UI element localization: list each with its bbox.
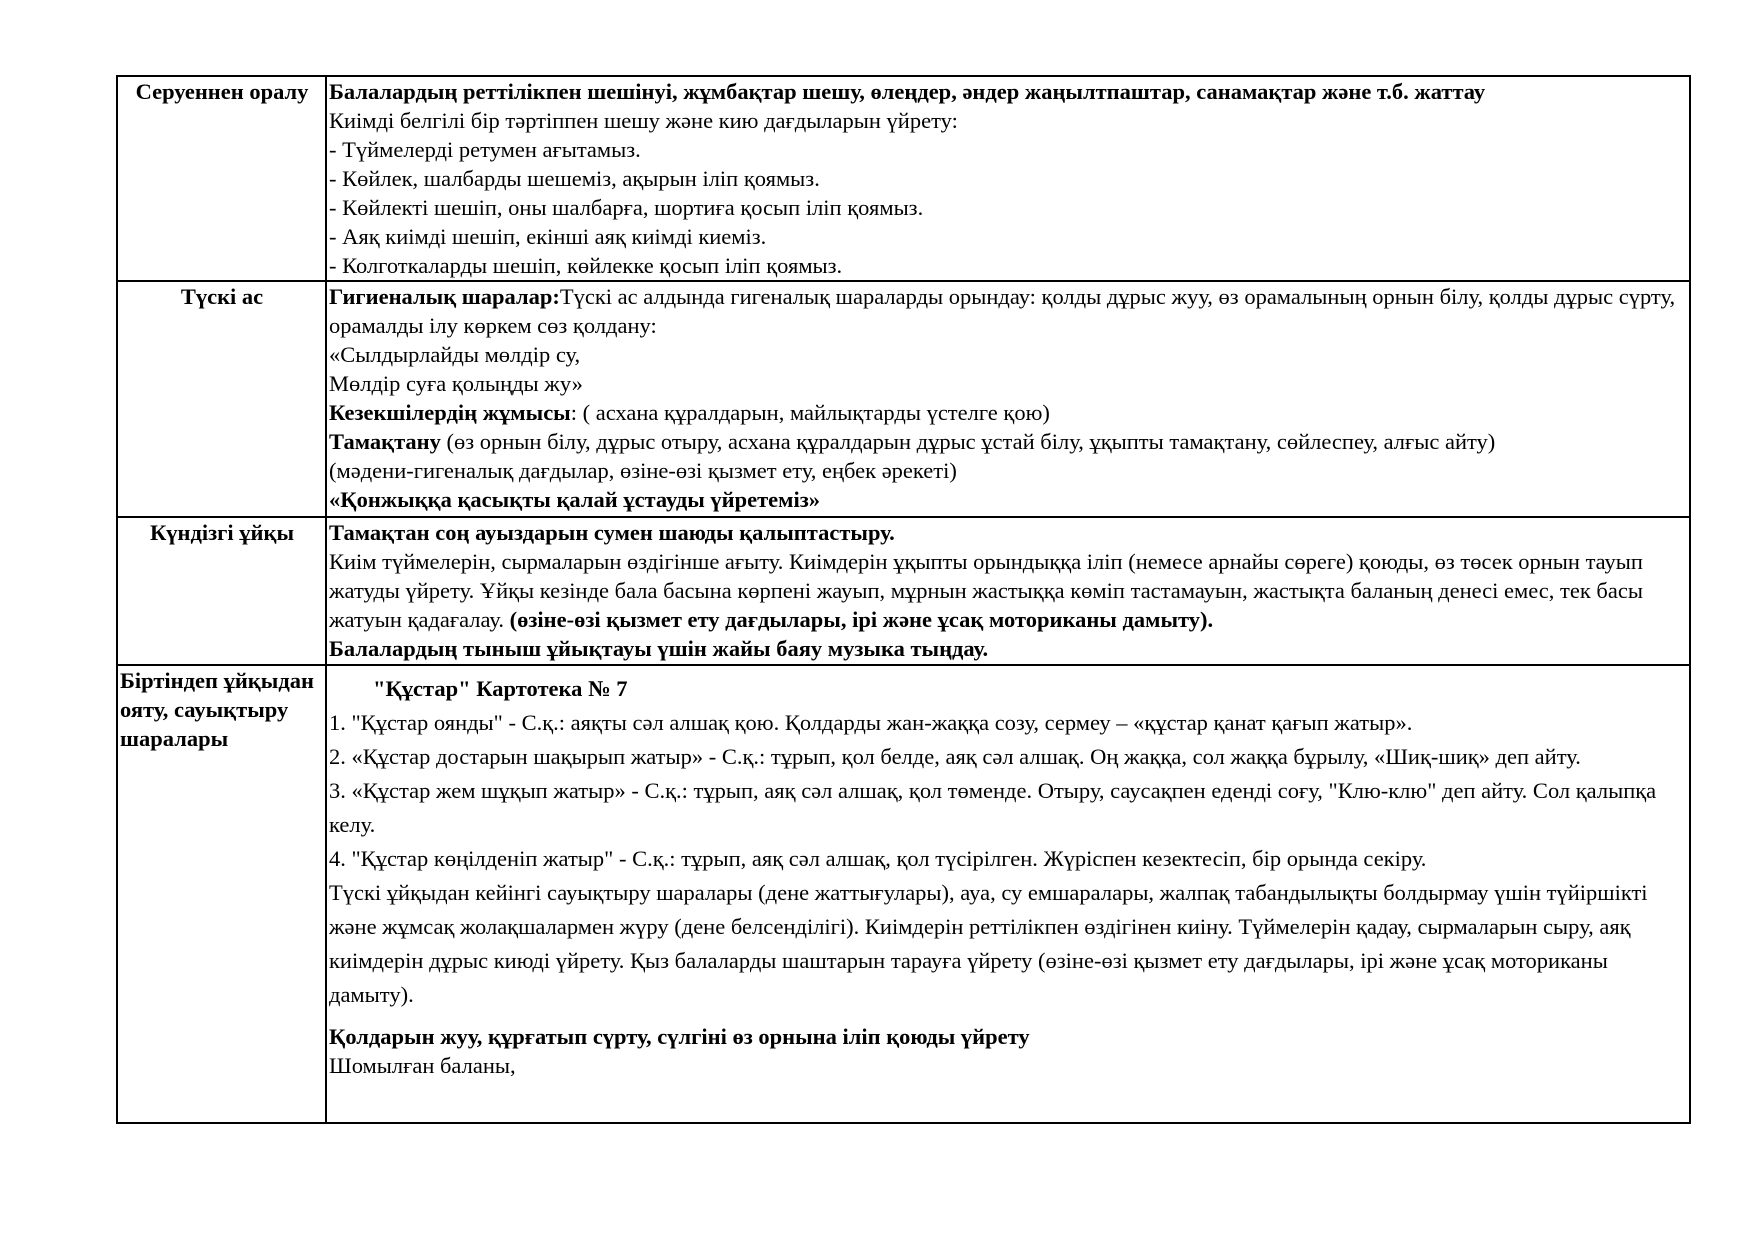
table-row — [117, 281, 1690, 517]
duty-label: Кезекшілердің жұмысы — [329, 400, 571, 425]
row-content — [326, 665, 1690, 1123]
table-row — [117, 665, 1690, 1123]
meal-line — [329, 427, 1688, 456]
row-label: Күндізгі ұйқы — [117, 517, 326, 665]
closing-line: «Қонжыққа қасықты қалай ұстауды үйретеміз» — [329, 487, 821, 512]
schedule-table — [116, 75, 1691, 1124]
meal-skills-line: (мәдени-гигеналық дағдылар, өзіне-өзі қызмет ету, еңбек әрекеті) — [329, 458, 957, 483]
row-heading: Балалардың реттілікпен шешінуі, жұмбақтар шешу, өлеңдер, әндер жаңылтпаштар, санамақтар және т.б. жаттау — [329, 79, 1486, 104]
row-heading: Тамақтан соң ауыздарын сумен шаюды қалыптастыру. — [329, 520, 895, 545]
poem-line: Мөлдір суға қолыңды жу» — [329, 371, 583, 396]
exercise-item: 4. "Құстар көңілденіп жатыр" - С.қ.: тұрып, аяқ сәл алшақ, қол түсірілген. Жүріспен кезектесіп, бір орында секіру. — [329, 846, 1427, 871]
closing-line: Балалардың тыныш ұйықтауы үшін жайы баяу музыка тыңдау. — [329, 636, 989, 661]
row-content — [326, 76, 1690, 281]
poem-line: «Сылдырлайды мөлдір су, — [329, 342, 581, 367]
row-content — [326, 281, 1690, 517]
row-label: Біртіндеп ұйқыдан ояту, сауықтыру шаралары — [117, 665, 326, 1123]
row-label: Серуеннен оралу — [117, 76, 326, 281]
hygiene-text: Түскі ас алдында гигеналық шараларды орындау: қолды дұрыс жуу, өз орамалының орнын білу, қолды дұрыс сүрту, орамалды ілу көркем сөз қолдану: — [329, 284, 1676, 338]
closing-line: Шомылған баланы, — [329, 1053, 516, 1078]
sleep-paragraph — [329, 547, 1688, 634]
content-line: - Көйлек, шалбарды шешеміз, ақырын іліп қоямыз. — [329, 166, 820, 191]
content-line: - Аяқ киімді шешіп, екінші аяқ киімді киеміз. — [329, 224, 767, 249]
content-line: - Колготкаларды шешіп, көйлекке қосып іліп қоямыз. — [329, 253, 843, 278]
table-row — [117, 517, 1690, 665]
hygiene-label: Гигиеналық шаралар: — [329, 284, 560, 309]
meal-label: Тамақтану — [329, 429, 441, 454]
content-line: Киімді белгілі бір тәртіппен шешу және кию дағдыларын үйрету: — [329, 108, 958, 133]
sleep-skills: (өзіне-өзі қызмет ету дағдылары, ірі және ұсақ моториканы дамыту). — [509, 607, 1214, 632]
exercise-item: 2. «Құстар достарын шақырып жатыр» - С.қ.: тұрып, қол белде, аяқ сәл алшақ. Оң жаққа, сол жаққа бұрылу, «Шиқ-шиқ» деп айту. — [329, 744, 1581, 769]
content-line: - Түймелерді ретумен ағытамыз. — [329, 137, 641, 162]
meal-text: (өз орнын білу, дұрыс отыру, асхана құралдарын дұрыс ұстай білу, ұқыпты тамақтану, сөйлеспеу, алғыс айту) — [440, 429, 1496, 454]
duty-line — [329, 398, 1688, 427]
card-heading: "Құстар" Картотека № 7 — [373, 676, 628, 701]
content-line: - Көйлекті шешіп, оны шалбарға, шортиға қосып іліп қоямыз. — [329, 195, 924, 220]
exercise-item: 3. «Құстар жем шұқып жатыр» - С.қ.: тұрып, аяқ сәл алшақ, қол төменде. Отыру, саусақпен еденді соғу, "Клю-клю" деп айту. Сол қалыпқа келу. — [329, 778, 1657, 837]
sleep-text: Киім түймелерін, сырмаларын өздігінше ағыту. Киімдерін ұқыпты орындыққа іліп (немесе арнайы сөреге) қоюды, өз төсек орнын тауып жатуды үйрету. Ұйқы кезінде бала басына көрпені жауып, мұрнын жастыққа көміп тастамауын, жастықта баланың денесі емес, тек басы жатуын қадағалау. — [329, 549, 1643, 632]
exercise-item: 1. "Құстар оянды" - С.қ.: аяқты сәл алшақ қою. Қолдарды жан-жаққа созу, сермеу – «құстар қанат қағып жатыр». — [329, 710, 1413, 735]
table-row — [117, 76, 1690, 281]
spacer — [329, 1012, 1688, 1022]
closing-heading: Қолдарын жуу, құрғатып сүрту, сүлгіні өз орнына іліп қоюды үйрету — [329, 1024, 1030, 1049]
row-content — [326, 517, 1690, 665]
row-label: Түскі ас — [117, 281, 326, 517]
duty-text: : ( асхана құралдарын, майлықтарды үстелге қою) — [570, 400, 1050, 425]
recovery-paragraph: Түскі ұйқыдан кейінгі сауықтыру шаралары (дене жаттығулары), ауа, су емшаралары, жалпақ табандылықты болдырмау үшін түйіршікті және жұмсақ жолақшалармен жүру (дене белсенділігі). Киімдерін реттілікпен өздігінен киіну. Түймелерін қадау, сырмаларын сыру, аяқ киімдерін дұрыс киюді үйрету. Қыз балаларды шаштарын тарауға үйрету (өзіне-өзі қызмет ету дағдылары, ірі және ұсақ моториканы дамыту). — [329, 880, 1648, 1007]
hygiene-paragraph — [329, 282, 1688, 340]
